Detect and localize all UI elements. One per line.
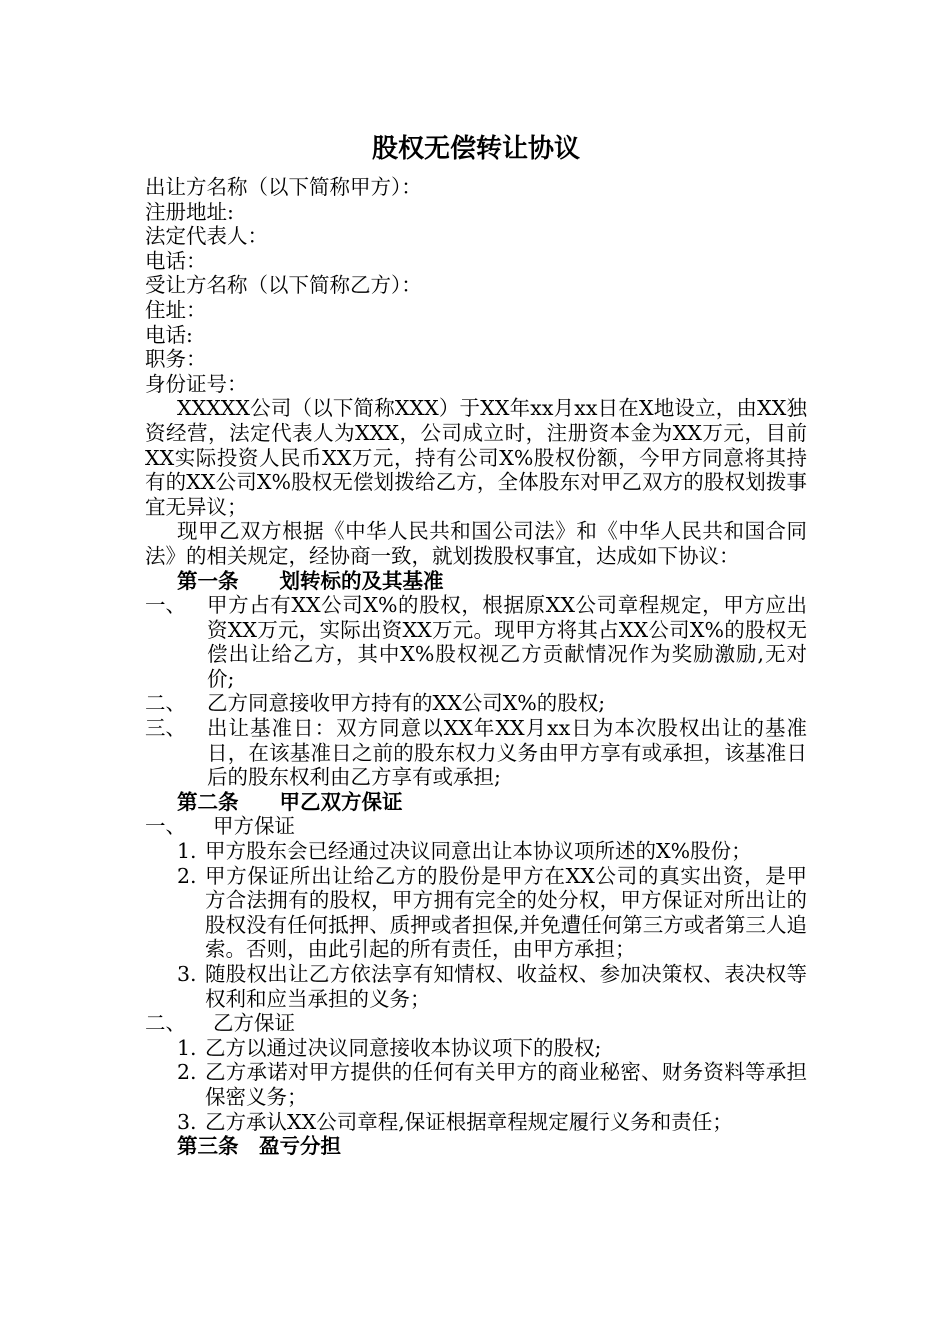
field-id-number: 身份证号： [145, 371, 248, 396]
party-a-item-1 [177, 839, 807, 864]
item-number: 2. [177, 863, 197, 888]
basis-paragraph: 现甲乙双方根据《中华人民共和国公司法》和《中华人民共和国合同法》的相关规定，经协商一致，就划拨股权事宜，达成如下协议： [145, 519, 807, 568]
item-number: 2. [177, 1060, 197, 1085]
article-1-item-1 [145, 593, 807, 691]
item-number: 3. [177, 1109, 197, 1134]
item-title: 乙方保证 [213, 1011, 295, 1036]
item-text: 乙方以通过决议同意接收本协议项下的股权; [205, 1035, 602, 1060]
field-position: 职务： [145, 347, 207, 372]
item-number: 1. [177, 1035, 197, 1060]
item-number: 1. [177, 839, 197, 864]
article-1-heading: 第一条 划转标的及其基准 [177, 568, 444, 593]
article-2-heading: 第二条 甲乙双方保证 [177, 789, 403, 814]
item-text: 乙方同意接收甲方持有的XX公司X%的股权; [207, 691, 606, 716]
item-text: 甲方保证所出让给乙方的股份是甲方在XX公司的真实出资，是甲方合法拥有的股权，甲方拥有完全的处分权，甲方保证对所出让的股权没有任何抵押、质押或者担保,并免遭任何第三方或者第三人追索。否则，由此引起的所有责任，由甲方承担； [205, 863, 807, 962]
article-1-item-3 [145, 716, 807, 790]
document-title: 股权无偿转让协议 [371, 134, 580, 164]
item-number: 3. [177, 962, 197, 986]
field-legal-representative: 法定代表人： [145, 224, 268, 249]
field-phone-a: 电话： [145, 248, 207, 273]
field-transferor-name: 出让方名称（以下简称甲方）： [145, 175, 422, 199]
item-text: 随股权出让乙方依法享有知情权、收益权、参加决策权、表决权等权利和应当承担的义务； [205, 962, 807, 1011]
party-b-item-2 [177, 1060, 807, 1109]
item-text: 乙方承认XX公司章程,保证根据章程规定履行义务和责任； [205, 1109, 733, 1134]
item-number: 二、 [145, 691, 186, 716]
party-a-guarantee-heading [145, 814, 807, 839]
item-text: 甲方占有XX公司X%的股权，根据原XX公司章程规定，甲方应出资XX万元，实际出资XX万元。现甲方将其占XX公司X%的股权无偿出让给乙方，其中X%股权视乙方贡献情况作为奖励激励,无对价; [207, 593, 807, 691]
field-address: 住址： [145, 297, 207, 322]
item-text: 甲方股东会已经通过决议同意出让本协议项所述的X%股份； [205, 839, 752, 864]
article-3-heading: 第三条 盈亏分担 [177, 1134, 341, 1159]
party-b-item-3 [177, 1110, 807, 1135]
item-number: 一、 [145, 814, 186, 839]
item-number: 三、 [145, 716, 186, 741]
item-text: 乙方承诺对甲方提供的任何有关甲方的商业秘密、财务资料等承担保密义务； [205, 1060, 807, 1109]
field-registered-address: 注册地址: [145, 199, 234, 224]
document-body [145, 175, 807, 1159]
item-number: 二、 [145, 1011, 186, 1036]
item-number: 一、 [145, 593, 186, 618]
field-transferee-name: 受让方名称（以下简称乙方）： [145, 273, 422, 298]
item-title: 甲方保证 [213, 814, 295, 839]
item-text: 出让基准日：双方同意以XX年XX月xx日为本次股权出让的基准日，在该基准日之前的股东权力义务由甲方享有或承担，该基准日后的股东权利由乙方享有或承担; [207, 716, 807, 790]
article-1-item-2 [145, 691, 807, 716]
field-phone-b: 电话: [145, 322, 193, 347]
party-fields [145, 175, 807, 396]
party-b-guarantee-heading [145, 1011, 807, 1036]
intro-paragraph: XXXXX公司（以下简称XXX）于XX年xx月xx日在X地设立，由XX独资经营，法定代表人为XXX，公司成立时，注册资本金为XX万元，目前XX实际投资人民币XX万元，持有公司X%股权份额，今甲方同意将其持有的XX公司X%股权无偿划拨给乙方，全体股东对甲乙双方的股权划拨事宜无异议； [145, 396, 807, 519]
party-a-item-2 [177, 864, 807, 962]
party-a-item-3 [177, 962, 807, 1011]
party-b-item-1 [177, 1036, 807, 1061]
